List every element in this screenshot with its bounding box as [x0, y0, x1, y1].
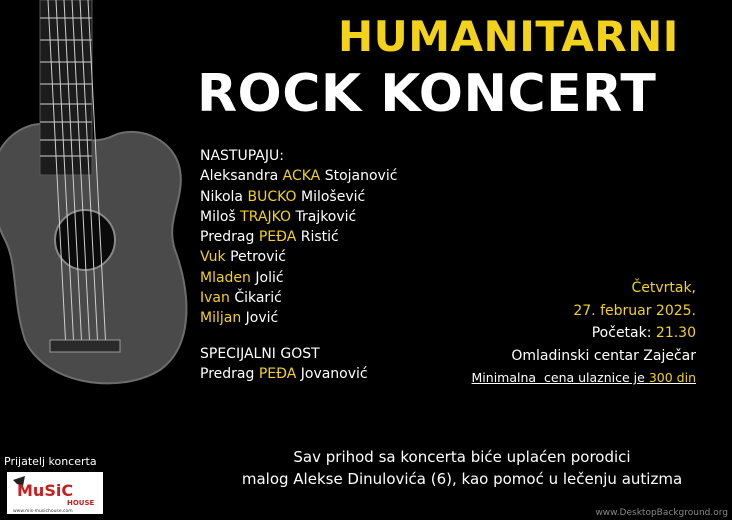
- event-info: [472, 277, 696, 390]
- performer-row: [200, 166, 397, 186]
- performer-row: [200, 288, 397, 308]
- performer-nick: Mladen: [200, 269, 251, 286]
- time-label: Početak:: [591, 325, 652, 341]
- logo-sub-text: HOUSE: [67, 499, 95, 507]
- charity-line-1: Sav prihod sa koncerta biće uplaćen porodici: [293, 448, 631, 466]
- performer-first: Aleksandra: [200, 168, 279, 185]
- performer-first: Miloš: [200, 208, 236, 225]
- guest-last: Jovanović: [300, 366, 368, 383]
- performer-nick: ACKA: [282, 168, 321, 185]
- watermark-credit: www.DesktopBackground.org: [595, 508, 728, 518]
- performer-last: Petrović: [230, 249, 286, 266]
- time-value: 21.30: [655, 325, 696, 341]
- performer-last: Čikarić: [234, 290, 282, 307]
- performer-row: [200, 207, 397, 227]
- charity-line-2: malog Alekse Dinulovića (6), kao pomoć u lečenju autizma: [241, 470, 683, 488]
- music-house-logo: [7, 472, 103, 514]
- lineup-heading: NASTUPAJU:: [200, 148, 284, 164]
- performer-nick: BUCKO: [247, 188, 297, 205]
- lineup: [200, 146, 397, 329]
- guest-row: [200, 364, 368, 384]
- event-time: [472, 322, 696, 345]
- ticket-price: [472, 367, 696, 390]
- performer-last: Trajković: [295, 208, 357, 225]
- performer-last: Jović: [245, 310, 279, 327]
- performer-last: Stojanović: [324, 168, 398, 185]
- logo-url-text: www.mis-musichouse.com: [13, 509, 73, 514]
- performer-row: [200, 187, 397, 207]
- event-date: 27. februar 2025.: [573, 302, 696, 319]
- performer-nick: Vuk: [200, 249, 226, 266]
- title-line-1: HUMANITARNI: [338, 12, 679, 61]
- performer-last: Milošević: [300, 188, 366, 205]
- event-day: Četvrtak,: [631, 280, 696, 296]
- guest-first: Predrag: [200, 366, 255, 383]
- price-value: 300 din: [648, 370, 696, 385]
- performer-row: [200, 308, 397, 328]
- event-venue: Omladinski centar Zaječar: [511, 347, 696, 364]
- title-line-2: ROCK KONCERT: [197, 64, 657, 124]
- performer-last: Jolić: [255, 269, 284, 286]
- guitar-image: [0, 0, 200, 400]
- performer-nick: TRAJKO: [240, 208, 292, 225]
- guest-heading: SPECIJALNI GOST: [200, 346, 320, 362]
- performer-first: Predrag: [200, 229, 255, 246]
- performer-row: [200, 247, 397, 267]
- performer-row: [200, 268, 397, 288]
- price-label: Minimalna cena ulaznice je: [471, 370, 645, 385]
- performer-nick: Ivan: [200, 290, 230, 307]
- performer-row: [200, 227, 397, 247]
- performer-nick: PEĐA: [258, 229, 297, 246]
- logo-main-text: MuSiC: [17, 481, 74, 500]
- performer-first: Nikola: [200, 188, 244, 205]
- sponsor-label: Prijatelj koncerta: [4, 455, 97, 468]
- performer-last: Ristić: [300, 229, 339, 246]
- charity-note: [192, 446, 732, 490]
- special-guest: [200, 344, 368, 385]
- performer-nick: Miljan: [200, 310, 242, 327]
- guest-nick: PEĐA: [258, 366, 297, 383]
